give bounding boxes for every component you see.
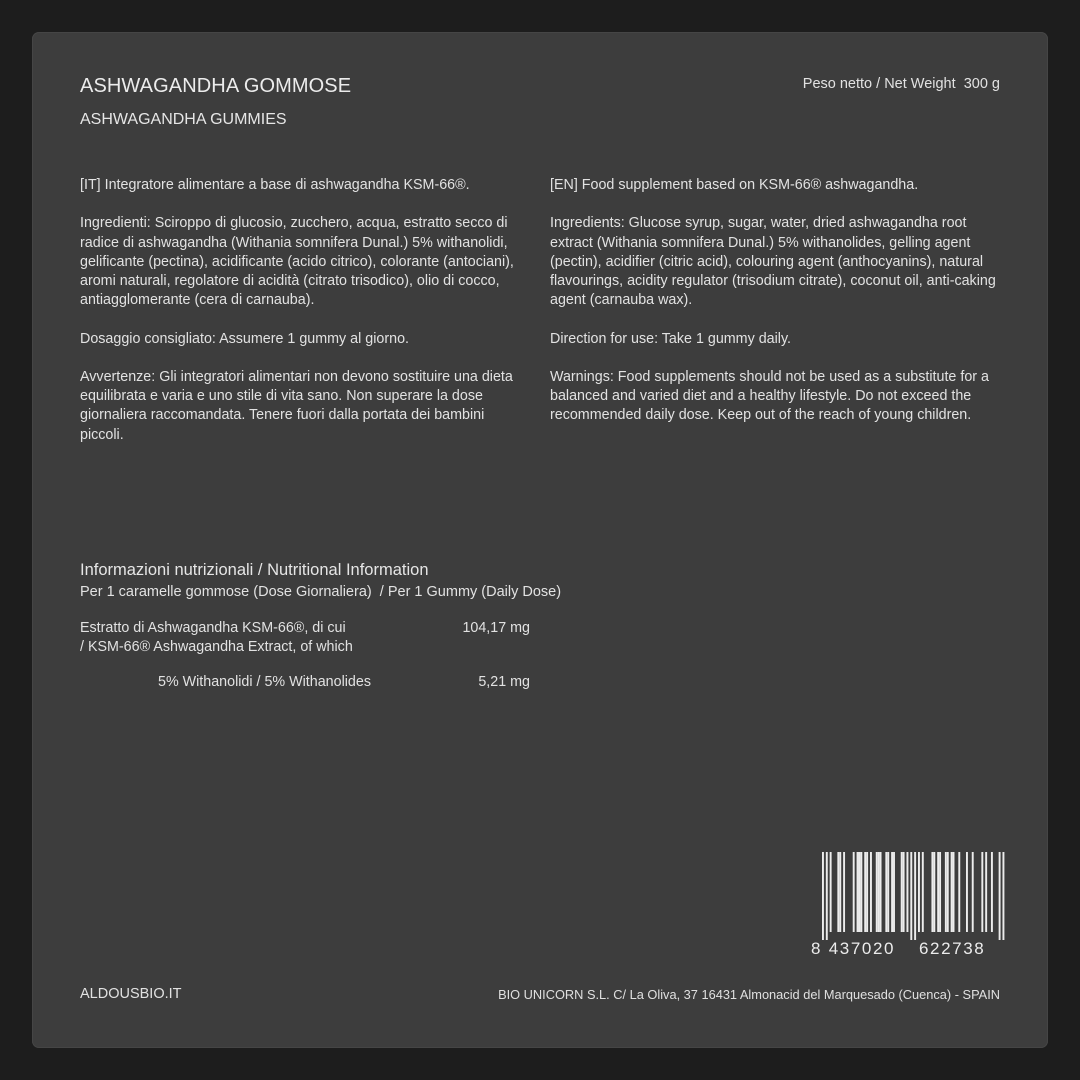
italian-column xyxy=(80,176,530,464)
svg-text:437020: 437020 xyxy=(828,939,896,956)
english-ingredients: Ingredients: Glucose syrup, sugar, water, dried ashwagandha root extract (Withania somnifera Dunal.) 5% withanolides, gelling agent (pectin), acidifier (citric acid), colouring agent (anthocyanins), natural flavourings, acidity regulator (trisodium citrate), coconut oil, anti-caking agent (carnauba wax). xyxy=(550,215,996,309)
nutrition-row-extract-label-en: / KSM-66® Ashwagandha Extract, of which xyxy=(80,639,353,656)
italian-intro: [IT] Integratore alimentare a base di ashwagandha KSM-66®. xyxy=(80,177,470,193)
italian-warnings: Avvertenze: Gli integratori alimentari non devono sostituire una dieta equilibrata e varia e uno stile di vita sano. Non superare la dose giornaliera raccomandata. Tenere fuori dalla portata dei bambini piccoli. xyxy=(80,368,513,443)
italian-ingredients: Ingredienti: Sciroppo di glucosio, zucchero, acqua, estratto secco di radice di ashwagandha (Withania somnifera Dunal.) 5% withanolidi, gelificante (pectina), acidificante (acido citrico), colorante (antociani), aromi naturali, regolatore di acidità (citrato trisodico), olio di cocco, antiagglomerante (cera di carnauba). xyxy=(80,215,514,309)
svg-text:622738: 622738 xyxy=(919,939,986,956)
english-column xyxy=(550,176,1010,445)
nutrition-per-serving: Per 1 caramelle gommose (Dose Giornaliera) / Per 1 Gummy (Daily Dose) xyxy=(80,584,562,600)
nutrition-title: Informazioni nutrizionali / Nutritional Information xyxy=(80,561,429,579)
english-intro: [EN] Food supplement based on KSM-66® ashwagandha. xyxy=(550,177,919,193)
product-label-card xyxy=(32,32,1048,1048)
nutrition-row-extract-label-it: Estratto di Ashwagandha KSM-66®, di cui xyxy=(80,620,346,636)
nutrition-row-extract-label xyxy=(80,619,410,657)
product-title: ASHWAGANDHA GOMMOSE xyxy=(80,75,352,97)
barcode-bars xyxy=(798,850,1008,956)
product-subtitle: ASHWAGANDHA GUMMIES xyxy=(80,111,287,128)
english-dosage: Direction for use: Take 1 gummy daily. xyxy=(550,330,792,347)
nutrition-row-withanolides-value: 5,21 mg xyxy=(478,674,530,690)
website-link[interactable]: ALDOUSBIO.IT xyxy=(80,986,182,1002)
english-warnings: Warnings: Food supplements should not be used as a substitute for a balanced and varied diet and a healthy lifestyle. Do not exceed the recommended daily dose. Keep out of the reach of young children. xyxy=(550,368,989,424)
nutrition-row-extract-value: 104,17 mg xyxy=(462,620,530,636)
net-weight: Peso netto / Net Weight 300 g xyxy=(802,76,1000,92)
nutrition-row-withanolides-label: 5% Withanolidi / 5% Withanolides xyxy=(158,674,371,690)
svg-text:8: 8 xyxy=(811,939,823,956)
italian-dosage: Dosaggio consigliato: Assumere 1 gummy al giorno. xyxy=(80,330,409,347)
company-address: BIO UNICORN S.L. C/ La Oliva, 37 16431 Almonacid del Marquesado (Cuenca) - SPAIN xyxy=(498,987,1000,1002)
barcode xyxy=(798,850,1008,956)
